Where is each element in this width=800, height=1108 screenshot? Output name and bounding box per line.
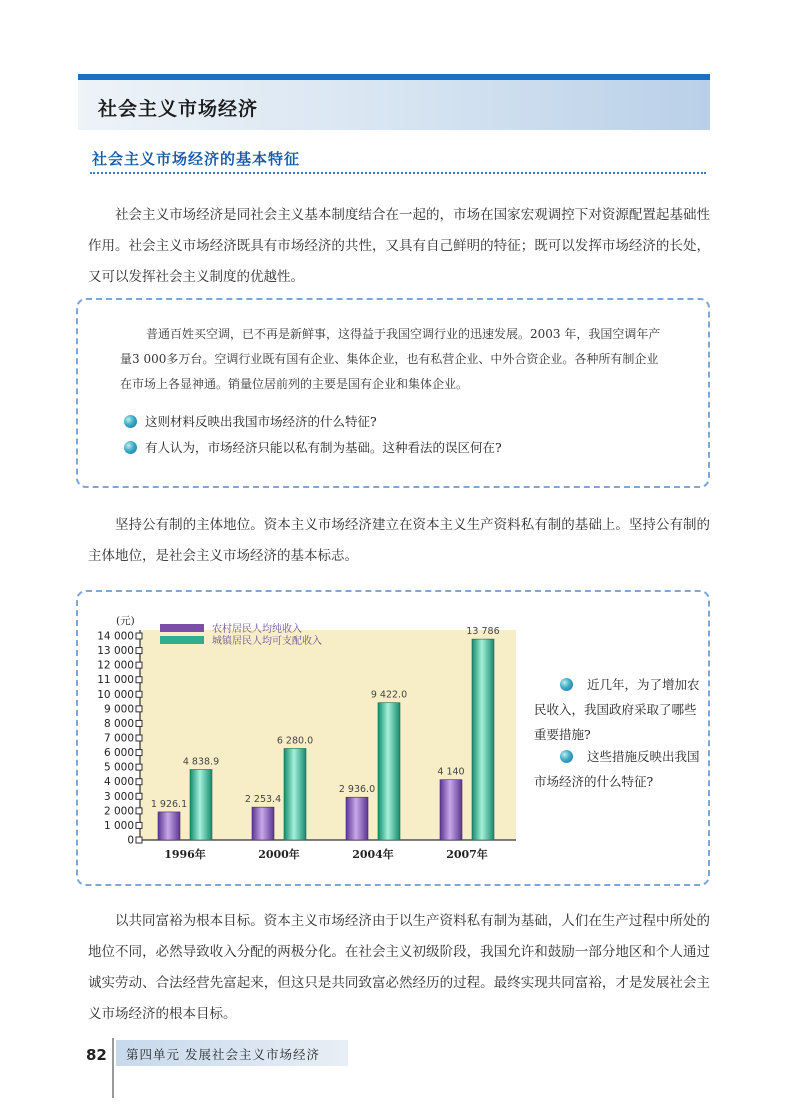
chart-question-2 — [534, 744, 704, 794]
footer-divider — [112, 1038, 114, 1098]
y-tick-label: 2 000 — [103, 805, 134, 818]
y-tick-label: 9 000 — [103, 703, 134, 716]
page-number: 82 — [86, 1046, 107, 1064]
y-tick-label: 12 000 — [97, 659, 134, 672]
public-ownership-paragraph: 坚持公有制的主体地位。资本主义市场经济建立在资本主义生产资料私有制的基础上。坚持公有制的主体地位，是社会主义市场经济的基本标志。 — [88, 517, 710, 564]
intro-paragraph: 社会主义市场经济是同社会主义基本制度结合在一起的，市场在国家宏观调控下对资源配置起基础性作用。社会主义市场经济既具有市场经济的共性，又具有自己鲜明的特征；既可以发挥市场经济的长处，又可以发挥社会主义制度的优越性。 — [88, 207, 710, 285]
bar-value-label: 4 140 — [437, 766, 465, 778]
case-question-1 — [124, 412, 377, 430]
y-tick-label: 3 000 — [103, 790, 134, 803]
legend-label: 农村居民人均纯收入 — [212, 624, 302, 635]
y-tick-label: 7 000 — [103, 732, 134, 745]
question-bullet-icon — [560, 750, 573, 763]
bar-urban-income — [284, 748, 306, 840]
case-study-text: 普通百姓买空调，已不再是新鲜事，这得益于我国空调行业的迅速发展。2003 年，我国空调年产量3 000多万台。空调行业既有国有企业、集体企业，也有私营企业、中外合资企业。各种所有制企业在市场上各显神通。销量位居前列的主要是国有企业和集体企业。 — [120, 327, 661, 391]
question-bullet-icon — [124, 441, 137, 454]
y-tick-mark — [136, 793, 142, 799]
y-tick-mark — [136, 691, 142, 697]
legend-swatch — [160, 624, 204, 632]
x-tick-label: 2004年 — [352, 848, 394, 861]
case-question-2 — [124, 438, 502, 456]
bar-value-label: 2 253.4 — [244, 794, 282, 806]
bar-value-label: 6 280.0 — [276, 735, 314, 747]
dotted-divider — [90, 172, 706, 174]
bar-urban-income — [190, 769, 212, 840]
y-tick-label: 1 000 — [103, 819, 134, 832]
bar-rural-income — [440, 780, 462, 840]
bar-value-label: 2 936.0 — [338, 784, 376, 796]
question-bullet-icon — [124, 415, 137, 428]
y-axis-unit-label: (元) — [116, 615, 135, 627]
x-tick-label: 1996年 — [164, 848, 206, 861]
bar-value-label: 1 926.1 — [150, 798, 188, 810]
bar-value-label: 9 422.0 — [370, 689, 408, 701]
case-question-2-text: 有人认为，市场经济只能以私有制为基础。这种看法的误区何在? — [145, 440, 502, 455]
bar-urban-income — [472, 639, 494, 840]
y-tick-mark — [136, 822, 142, 828]
legend-label: 城镇居民人均可支配收入 — [212, 636, 322, 647]
case-study-box — [76, 298, 710, 488]
bar-urban-income — [378, 703, 400, 840]
y-tick-mark — [136, 808, 142, 814]
y-tick-label: 0 — [127, 834, 134, 847]
y-tick-label: 5 000 — [103, 761, 134, 774]
page-header-bar — [78, 74, 710, 130]
legend-swatch — [160, 636, 204, 644]
y-tick-label: 13 000 — [97, 645, 134, 658]
bar-value-label: 4 838.9 — [182, 756, 220, 768]
bar-rural-income — [158, 812, 180, 840]
y-tick-mark — [136, 735, 142, 741]
footer-unit-bar — [116, 1040, 348, 1066]
case-question-1-text: 这则材料反映出我国市场经济的什么特征? — [145, 414, 377, 429]
y-tick-label: 8 000 — [103, 717, 134, 730]
question-bullet-icon — [560, 678, 573, 691]
page-title: 社会主义市场经济 — [98, 98, 259, 120]
x-tick-label: 2000年 — [258, 848, 300, 861]
income-bar-chart — [92, 612, 532, 868]
x-tick-label: 2007年 — [446, 848, 488, 861]
y-tick-label: 10 000 — [97, 688, 134, 701]
y-tick-label: 14 000 — [97, 630, 134, 643]
y-tick-mark — [136, 837, 142, 843]
chart-question-1 — [534, 672, 704, 747]
y-tick-mark — [136, 677, 142, 683]
y-tick-mark — [136, 706, 142, 712]
chart-question-1-text: 近几年，为了增加农民收入，我国政府采取了哪些重要措施? — [534, 677, 700, 742]
bar-rural-income — [346, 797, 368, 840]
footer-unit-title: 第四单元 发展社会主义市场经济 — [126, 1047, 320, 1062]
y-tick-mark — [136, 633, 142, 639]
section-title: 社会主义市场经济的基本特征 — [92, 150, 301, 168]
y-tick-mark — [136, 720, 142, 726]
y-tick-mark — [136, 779, 142, 785]
y-tick-label: 4 000 — [103, 776, 134, 789]
bar-rural-income — [252, 807, 274, 840]
y-tick-mark — [136, 764, 142, 770]
y-tick-label: 11 000 — [97, 674, 134, 687]
bar-value-label: 13 786 — [466, 626, 500, 638]
common-prosperity-paragraph: 以共同富裕为根本目标。资本主义市场经济由于以生产资料私有制为基础，人们在生产过程中所处的地位不同，必然导致收入分配的两极分化。在社会主义初级阶段，我国允许和鼓励一部分地区和个人通过诚实劳动、合法经营先富起来，但这只是共同致富必然经历的过程。最终实现共同富裕，才是发展社会主义市场经济的根本目标。 — [88, 913, 710, 1022]
y-tick-mark — [136, 750, 142, 756]
y-tick-mark — [136, 662, 142, 668]
chart-question-2-text: 这些措施反映出我国市场经济的什么特征? — [534, 749, 700, 789]
y-tick-mark — [136, 648, 142, 654]
y-tick-label: 6 000 — [103, 747, 134, 760]
